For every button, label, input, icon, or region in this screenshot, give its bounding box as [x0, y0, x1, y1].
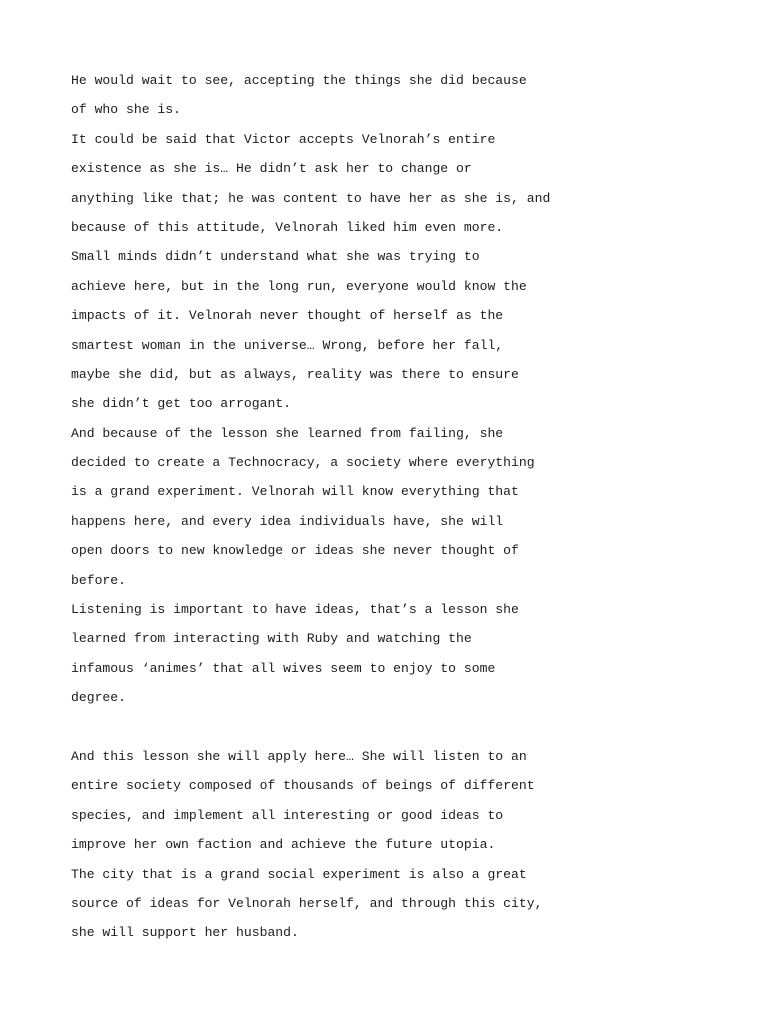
text-line: she didn’t get too arrogant.	[71, 396, 292, 412]
text-line: entire society composed of thousands of beings of different	[71, 778, 535, 794]
text-line: And because of the lesson she learned from failing, she	[71, 425, 504, 441]
text-line: of who she is.	[71, 102, 182, 118]
text-line: maybe she did, but as always, reality was there to ensure	[71, 366, 519, 382]
text-line: learned from interacting with Ruby and watching the	[71, 631, 472, 647]
blank-line	[71, 713, 711, 742]
text-line: is a grand experiment. Velnorah will know everything that	[71, 484, 519, 500]
text-line: impacts of it. Velnorah never thought of herself as the	[71, 308, 504, 324]
text-line: infamous ‘animes’ that all wives seem to enjoy to some	[71, 660, 496, 676]
text-line: And this lesson she will apply here… She will listen to an	[71, 748, 527, 764]
text-line: because of this attitude, Velnorah liked him even more.	[71, 219, 504, 235]
text-line: happens here, and every idea individuals have, she will	[71, 513, 504, 529]
text-line: existence as she is… He didn’t ask her to change or	[71, 161, 472, 177]
document-body	[71, 66, 711, 948]
text-line: anything like that; he was content to have her as she is, and	[71, 190, 551, 206]
text-line: Small minds didn’t understand what she was trying to	[71, 249, 480, 265]
text-line: source of ideas for Velnorah herself, and through this city,	[71, 895, 543, 911]
text-line: species, and implement all interesting or good ideas to	[71, 807, 504, 823]
text-line: It could be said that Victor accepts Velnorah’s entire	[71, 131, 496, 147]
text-line: degree.	[71, 690, 127, 706]
text-line: Listening is important to have ideas, that’s a lesson she	[71, 602, 519, 618]
text-line: open doors to new knowledge or ideas she never thought of	[71, 543, 519, 559]
text-line: decided to create a Technocracy, a society where everything	[71, 455, 535, 471]
text-line: He would wait to see, accepting the things she did because	[71, 73, 527, 88]
text-line: achieve here, but in the long run, everyone would know the	[71, 278, 527, 294]
text-line: smartest woman in the universe… Wrong, before her fall,	[71, 337, 504, 353]
text-line: she will support her husband.	[71, 925, 299, 941]
text-line: The city that is a grand social experiment is also a great	[71, 866, 527, 882]
text-line: before.	[71, 572, 127, 588]
text-line: improve her own faction and achieve the future utopia.	[71, 837, 496, 853]
